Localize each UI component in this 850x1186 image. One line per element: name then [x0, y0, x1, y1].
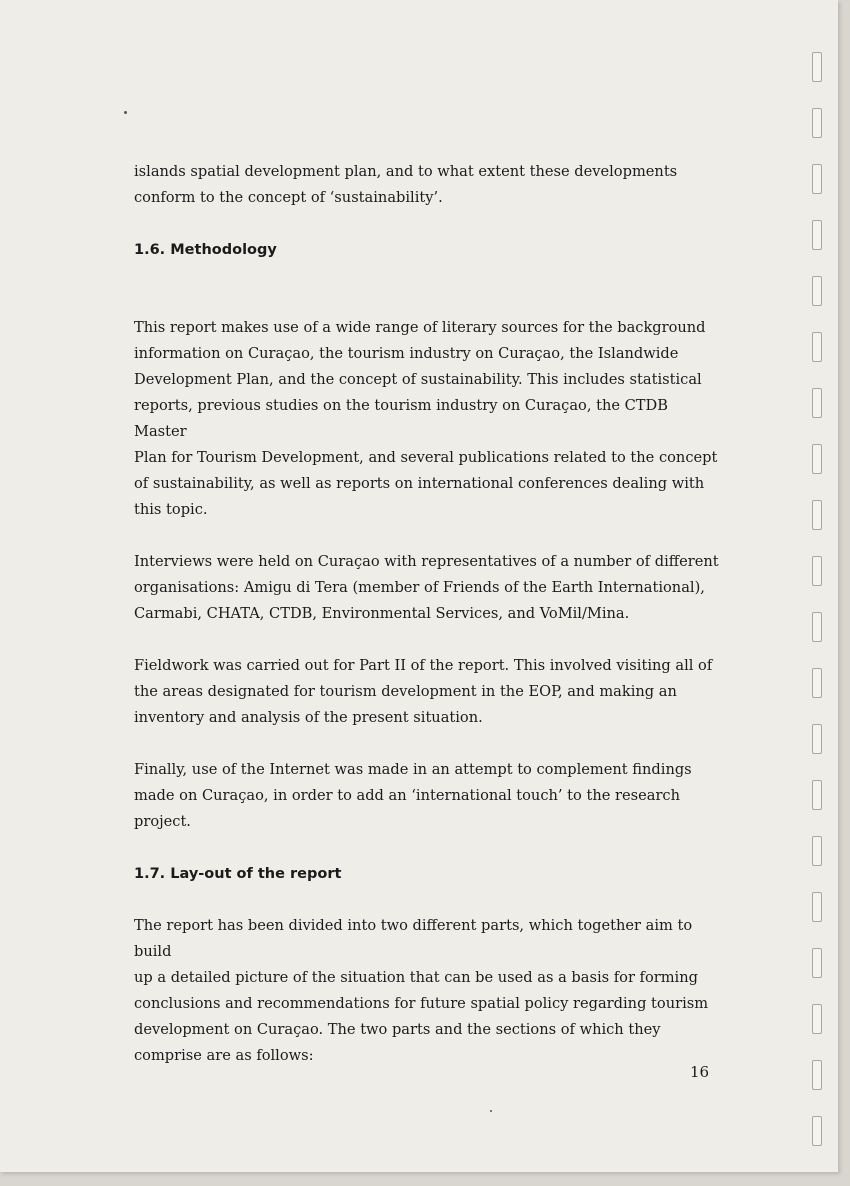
layout-paragraph	[134, 913, 724, 1069]
binding-holes	[806, 40, 824, 1150]
binding-hole	[812, 500, 822, 530]
text-line: conform to the concept of ‘sustainability’.	[134, 189, 443, 206]
text-line: The report has been divided into two different parts, which together aim to build	[134, 917, 693, 960]
text-line: organisations: Amigu di Tera (member of Friends of the Earth International),	[134, 579, 705, 596]
binding-hole	[812, 444, 822, 474]
binding-hole	[812, 52, 822, 82]
body-text	[134, 159, 724, 1069]
binding-hole	[812, 388, 822, 418]
text-line: Carmabi, CHATA, CTDB, Environmental Services, and VoMil/Mina.	[134, 605, 630, 622]
text-line: of sustainability, as well as reports on international conferences dealing with	[134, 475, 705, 492]
section-heading-methodology: 1.6. Methodology	[134, 242, 277, 258]
text-line: This report makes use of a wide range of literary sources for the background	[134, 319, 706, 336]
text-line: the areas designated for tourism development in the EOP, and making an	[134, 683, 677, 700]
binding-hole	[812, 668, 822, 698]
binding-hole	[812, 948, 822, 978]
methodology-paragraph-interviews	[134, 549, 724, 627]
section-heading-layout: 1.7. Lay-out of the report	[134, 866, 342, 882]
text-line: made on Curaçao, in order to add an ‘international touch’ to the research	[134, 787, 680, 804]
binding-hole	[812, 1060, 822, 1090]
binding-hole	[812, 1004, 822, 1034]
text-line: development on Curaçao. The two parts and the sections of which they	[134, 1021, 661, 1038]
binding-hole	[812, 556, 822, 586]
binding-hole	[812, 892, 822, 922]
methodology-paragraph-internet	[134, 757, 724, 835]
binding-hole	[812, 332, 822, 362]
ink-speck	[124, 111, 127, 114]
binding-hole	[812, 164, 822, 194]
text-line: inventory and analysis of the present situation.	[134, 709, 483, 726]
intro-paragraph	[134, 159, 724, 211]
text-line: conclusions and recommendations for future spatial policy regarding tourism	[134, 995, 709, 1012]
binding-hole	[812, 276, 822, 306]
text-line: up a detailed picture of the situation that can be used as a basis for forming	[134, 969, 698, 986]
text-line: reports, previous studies on the tourism industry on Curaçao, the CTDB Master	[134, 397, 668, 440]
binding-hole	[812, 220, 822, 250]
text-line: Plan for Tourism Development, and several publications related to the concept	[134, 449, 718, 466]
text-line: Interviews were held on Curaçao with representatives of a number of different	[134, 553, 719, 570]
text-line: this topic.	[134, 501, 208, 518]
ink-speck	[490, 1110, 492, 1112]
methodology-paragraph-fieldwork	[134, 653, 724, 731]
text-line: project.	[134, 813, 191, 830]
text-line: Development Plan, and the concept of sustainability. This includes statistical	[134, 371, 702, 388]
binding-hole	[812, 1116, 822, 1146]
text-line: Fieldwork was carried out for Part II of the report. This involved visiting all of	[134, 657, 713, 674]
binding-hole	[812, 724, 822, 754]
binding-hole	[812, 780, 822, 810]
text-line: information on Curaçao, the tourism industry on Curaçao, the Islandwide	[134, 345, 679, 362]
text-line: Finally, use of the Internet was made in an attempt to complement findings	[134, 761, 692, 778]
binding-hole	[812, 612, 822, 642]
page-number: 16	[690, 1063, 710, 1081]
text-line: islands spatial development plan, and to what extent these developments	[134, 163, 678, 180]
text-line: comprise are as follows:	[134, 1047, 314, 1064]
methodology-paragraph-sources	[134, 315, 724, 523]
binding-hole	[812, 108, 822, 138]
binding-hole	[812, 836, 822, 866]
